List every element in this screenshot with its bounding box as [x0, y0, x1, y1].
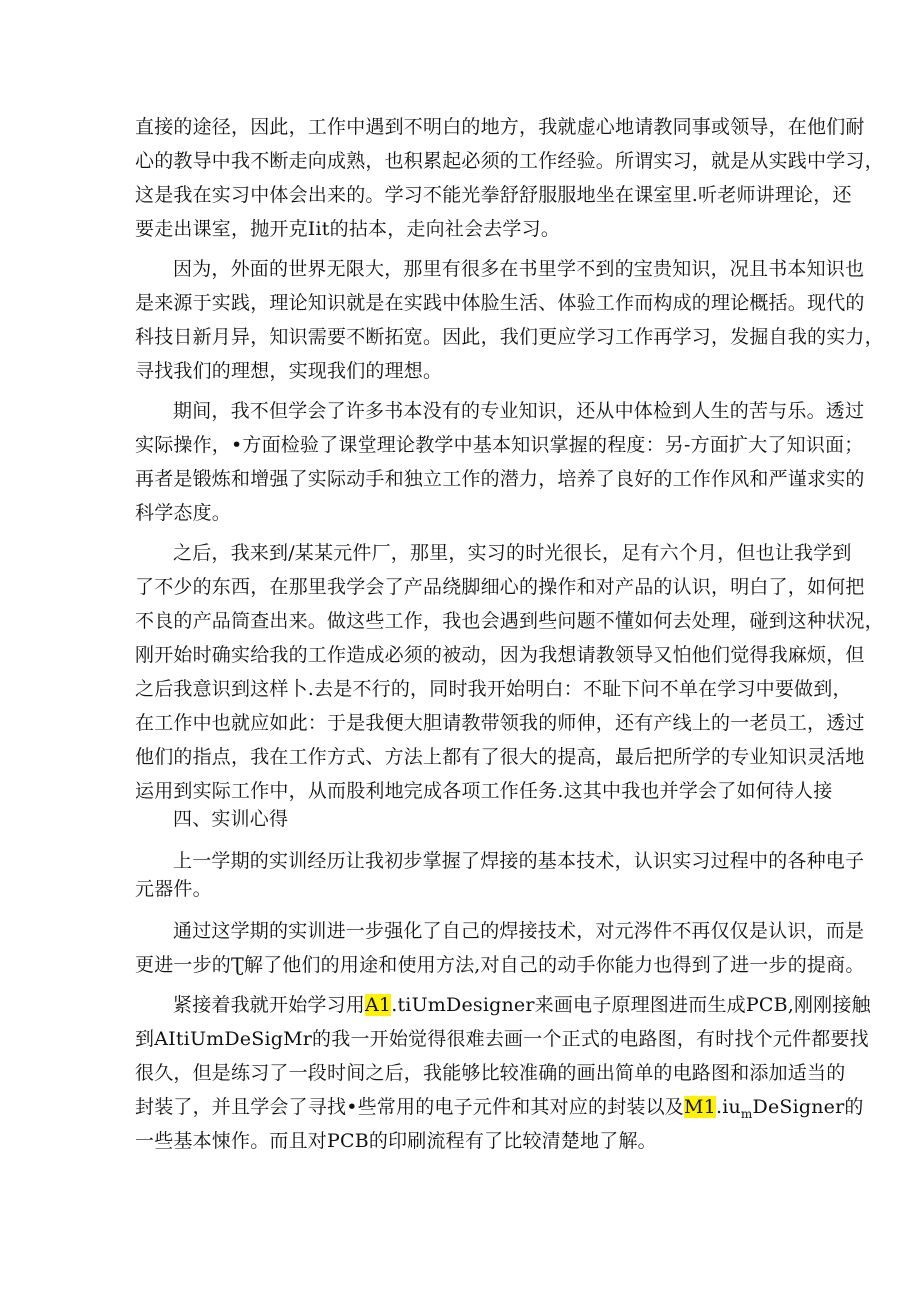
paragraph-first-line: 因为，外面的世界无限大，那里有很多在书里学不到的宝贵知识，况且书本知识也 — [173, 258, 865, 280]
text-segment: .tiUmDesigner来画电子原理图进而生成PCB,刚刚接触 — [391, 994, 871, 1016]
text-line: 刚开始时确实给我的工作造成必须的被动，因为我想请教领导又怕他们觉得我麻烦，但 — [135, 644, 865, 666]
paragraph-first-line — [173, 992, 871, 1018]
text-line: 元器件。 — [135, 878, 212, 900]
paragraph-first-line: 期间，我不但学会了许多书本没有的专业知识，还从中体检到人生的苦与乐。透过 — [173, 400, 865, 422]
text-line: 心的教导中我不断走向成熟，也积累起必须的工作经验。所谓实习，就是从实践中学习， — [135, 150, 884, 172]
text-line: 寻找我们的理想，实现我们的理想。 — [135, 360, 443, 382]
section-heading: 四、实训心得 — [173, 808, 289, 830]
text-line: 很久，但是练习了一段时间之后，我能够比较准确的画出简单的电路图和添加适当的 — [135, 1062, 846, 1084]
text-segment: 紧接着我就开始学习用 — [173, 994, 366, 1016]
text-line: 再者是锻炼和增强了实际动手和独立工作的潜力，培养了良好的工作作风和严谨求实的 — [135, 468, 865, 490]
subscript-text: m — [740, 1106, 753, 1121]
text-line: 到AItiUmDeSigMr的我一开始觉得很难去画一个正式的电路图，有时找个元件都要找 — [135, 1028, 869, 1050]
highlighted-text: A1 — [365, 994, 392, 1016]
text-line: 在工作中也就应如此：于是我便大胆请教带领我的师伸，还有产线上的一老员工，透过 — [135, 712, 865, 734]
text-line: 科学态度。 — [135, 502, 232, 524]
text-line: 是来源于实践，理论知识就是在实践中体脸生活、体验工作而构成的理论概括。现代的 — [135, 292, 865, 314]
text-line: 他们的指点，我在工作方式、方法上都有了很大的提高，最后把所学的专业知识灵活地 — [135, 746, 865, 768]
text-line: 科技日新月异，知识需要不断拓宽。因此，我们更应学习工作再学习，发掘自我的实力， — [135, 326, 884, 348]
text-segment: .iu — [715, 1096, 741, 1118]
text-line: 更进一步的Ʈ解了他们的用途和使用方法,对自己的动手你能力也得到了进一步的提商。 — [135, 954, 865, 976]
paragraph-first-line: 通过这学期的实训进一步强化了自己的焊接技术，对元涔件不再仅仅是认识，而是 — [173, 920, 865, 942]
paragraph-first-line: 上一学期的实训经历让我初步掌握了焊接的基本技术，认识实习过程中的各种电子 — [173, 850, 865, 872]
text-segment: DeSigner的 — [752, 1096, 864, 1118]
text-line: 运用到实际工作中，从而股利地完成各项工作任务.这其中我也并学会了如何待人接 — [135, 780, 833, 802]
highlighted-text: M1 — [684, 1096, 716, 1118]
text-line: 一些基本悚作。而且对PCB的印刷流程有了比较清楚地了解。 — [135, 1130, 657, 1152]
text-line: 直接的途径，因此，工作中遇到不明白的地方，我就虚心地请教同事或领导，在他们耐 — [135, 116, 865, 138]
text-line: 这是我在实习中体会出来的。学习不能光拳舒舒服服地坐在课室里.听老师讲理论，还 — [135, 184, 852, 206]
text-line: 之后我意识到这样卜.去是不行的，同时我开始明白：不耻下问不单在学习中要做到， — [135, 678, 852, 700]
text-line: 要走出课室，抛开克Iit的拈本，走向社会去学习。 — [135, 218, 561, 240]
text-line: 实际操作，•方面检验了课堂理论教学中基本知识掌握的程度：另-方面扩大了知识面； — [135, 434, 864, 456]
text-segment: 封装了，并且学会了寻找•些常用的电子元件和其对应的封装以及 — [135, 1096, 685, 1118]
text-line — [135, 1094, 864, 1120]
text-line: 不良的产品筒查出来。做这些工作，我也会遇到些问题不懂如何去处理，碰到这种状况， — [135, 610, 884, 632]
text-line: 了不少的东西，在那里我学会了产品绕脚细心的操作和对产品的认识，明白了，如何把 — [135, 576, 865, 598]
paragraph-first-line: 之后，我来到/某某元件厂，那里，实习的时光很长，足有六个月，但也让我学到 — [173, 542, 852, 564]
